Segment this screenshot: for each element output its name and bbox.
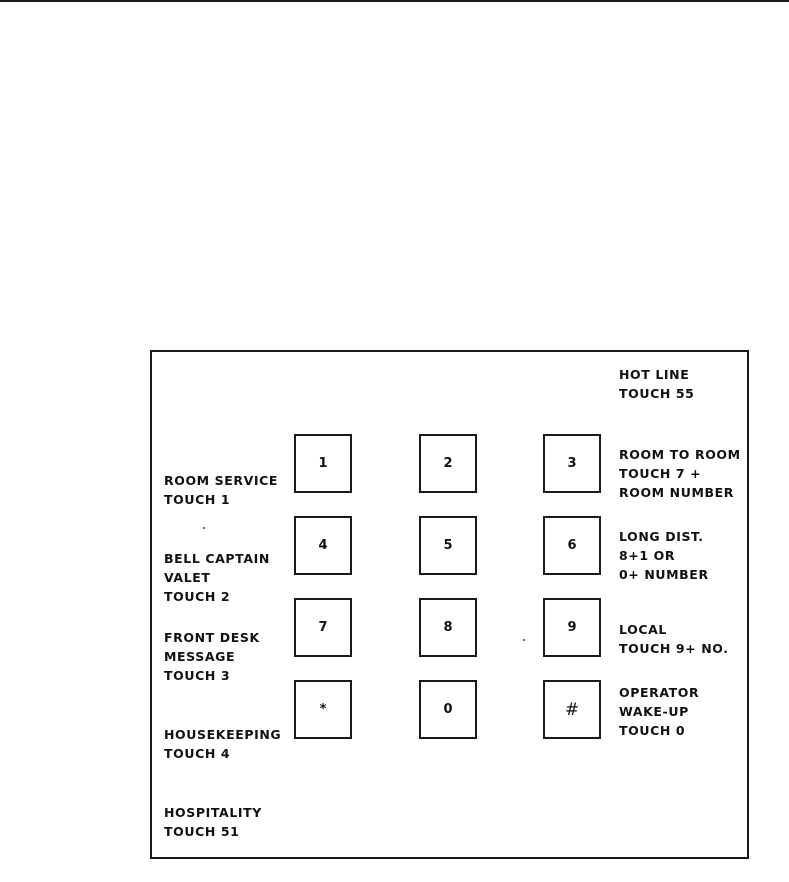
operator-label: OPERATOR WAKE-UP TOUCH 0 — [619, 685, 700, 738]
key-8[interactable]: 8 — [419, 598, 477, 657]
key-3[interactable]: 3 — [543, 434, 601, 493]
key-0[interactable]: 0 — [419, 680, 477, 739]
key-5[interactable]: 5 — [419, 516, 477, 575]
housekeeping-label: HOUSEKEEPING TOUCH 4 — [164, 727, 282, 761]
phone-instruction-card — [150, 350, 749, 859]
key-4[interactable]: 4 — [294, 516, 352, 575]
bell-captain-label: BELL CAPTAIN VALET TOUCH 2 — [164, 551, 270, 604]
room-service-label: ROOM SERVICE TOUCH 1 — [164, 473, 279, 507]
long-distance-label: LONG DIST. 8+1 OR 0+ NUMBER — [619, 529, 709, 582]
scan-speck — [523, 639, 525, 641]
room-to-room-label: ROOM TO ROOM TOUCH 7 + ROOM NUMBER — [619, 447, 741, 500]
key-7[interactable]: 7 — [294, 598, 352, 657]
top-rule — [0, 0, 789, 2]
key-6[interactable]: 6 — [543, 516, 601, 575]
key-hash[interactable]: # — [543, 680, 601, 739]
hot-line-label: HOT LINE TOUCH 55 — [619, 367, 695, 401]
key-star[interactable]: * — [294, 680, 352, 739]
key-9[interactable]: 9 — [543, 598, 601, 657]
key-1[interactable]: 1 — [294, 434, 352, 493]
local-label: LOCAL TOUCH 9+ NO. — [619, 622, 729, 656]
front-desk-label: FRONT DESK MESSAGE TOUCH 3 — [164, 630, 260, 683]
scan-speck — [203, 527, 205, 529]
key-2[interactable]: 2 — [419, 434, 477, 493]
hospitality-label: HOSPITALITY TOUCH 51 — [164, 805, 262, 839]
